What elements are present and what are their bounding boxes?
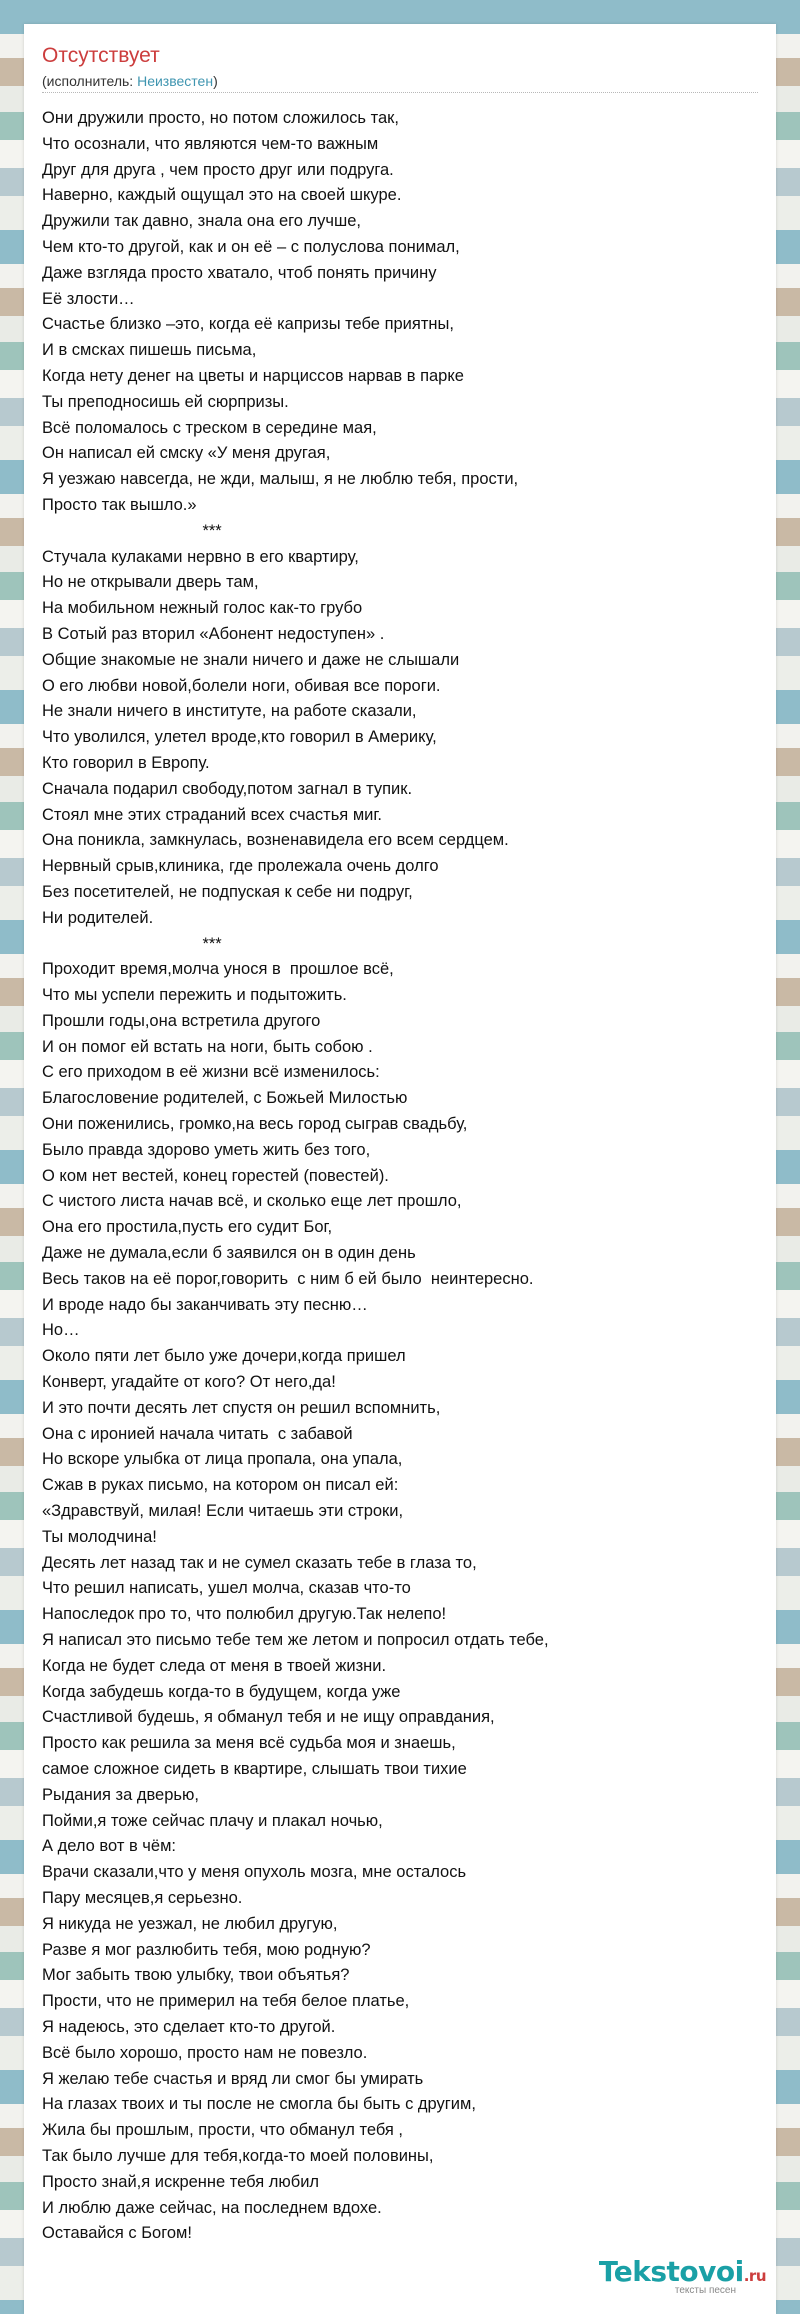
lyric-line: Напоследок про то, что полюбил другую.Так нелепо!	[42, 1605, 447, 1624]
lyric-line: Просто знай,я искренне тебя любил	[42, 2172, 320, 2191]
lyric-line: С его приходом в её жизни всё изменилось:	[42, 1063, 380, 1082]
lyric-line: Десять лет назад так и не сумел сказать тебе в глаза то,	[42, 1553, 477, 1572]
lyrics-text	[42, 106, 758, 2247]
lyric-line: И в смсках пишешь письма,	[42, 341, 257, 360]
lyric-line: Конверт, угадайте от кого? От него,да!	[42, 1373, 336, 1392]
lyric-line: И он помог ей встать на ноги, быть собою .	[42, 1037, 373, 1056]
lyric-line: Не знали ничего в институте, на работе сказали,	[42, 702, 417, 721]
lyric-line: Счастье близко –это, когда её капризы тебе приятны,	[42, 315, 454, 334]
lyric-line: Мог забыть твою улыбку, твои объятья?	[42, 1966, 350, 1985]
lyric-line: Всё было хорошо, просто нам не повезло.	[42, 2043, 368, 2062]
lyric-line: Оставайся с Богом!	[42, 2224, 192, 2243]
lyric-line: В Сотый раз вторил «Абонент недоступен» .	[42, 624, 385, 643]
performer-line	[42, 73, 218, 89]
performer-suffix: )	[213, 73, 218, 89]
lyric-line: Общие знакомые не знали ничего и даже не слышали	[42, 650, 460, 669]
lyric-line: Сначала подарил свободу,потом загнал в тупик.	[42, 779, 413, 798]
lyric-line: Её злости…	[42, 289, 135, 308]
lyric-line: Так было лучше для тебя,когда-то моей половины,	[42, 2146, 434, 2165]
lyric-line: Они поженились, громко,на весь город сыграв свадьбу,	[42, 1115, 468, 1134]
lyric-line: Когда не будет следа от меня в твоей жизни.	[42, 1656, 387, 1675]
lyric-line: Просто как решила за меня всё судьба моя и знаешь,	[42, 1734, 456, 1753]
lyric-line: Дружили так давно, знала она его лучше,	[42, 212, 362, 231]
lyric-line: «Здравствуй, милая! Если читаешь эти строки,	[42, 1502, 404, 1521]
lyric-line: Она его простила,пусть его судит Бог,	[42, 1218, 333, 1237]
lyric-line: Он написал ей смску «У меня другая,	[42, 444, 331, 463]
lyric-line: Когда нету денег на цветы и нарциссов нарвав в парке	[42, 366, 464, 385]
lyric-line: Жила бы прошлым, прости, что обманул тебя ,	[42, 2121, 404, 2140]
divider	[42, 92, 758, 93]
lyric-line: И люблю даже сейчас, на последнем вдохе.	[42, 2198, 382, 2217]
lyric-line: Она с иронией начала читать с забавой	[42, 1424, 353, 1443]
lyric-line: Около пяти лет было уже дочери,когда пришел	[42, 1347, 406, 1366]
lyric-line: Весь таков на её порог,говорить с ним б ей было неинтересно.	[42, 1269, 534, 1288]
lyric-line: Кто говорил в Европу.	[42, 753, 210, 772]
lyric-line: ***	[42, 934, 222, 953]
lyric-line: Я надеюсь, это сделает кто-то другой.	[42, 2017, 336, 2036]
lyric-line: Но вскоре улыбка от лица пропала, она упала,	[42, 1450, 403, 1469]
lyric-line: Когда забудешь когда-то в будущем, когда уже	[42, 1682, 401, 1701]
lyric-line: Нервный срыв,клиника, где пролежала очень долго	[42, 857, 439, 876]
lyric-line: Я желаю тебе счастья и вряд ли смог бы умирать	[42, 2069, 424, 2088]
lyric-line: Что мы успели пережить и подытожить.	[42, 986, 347, 1005]
lyric-line: Я никуда не уезжал, не любил другую,	[42, 1914, 338, 1933]
lyric-line: Ты молодчина!	[42, 1527, 157, 1546]
lyric-line: На мобильном нежный голос как-то грубо	[42, 599, 363, 618]
lyric-line: Разве я мог разлюбить тебя, мою родную?	[42, 1940, 371, 1959]
lyric-line: Что уволился, улетел вроде,кто говорил в Америку,	[42, 728, 437, 747]
lyric-line: Проходит время,молча унося в прошлое всё,	[42, 960, 394, 979]
lyric-line: Что осознали, что являются чем-то важным	[42, 134, 379, 153]
logo-main-text: Tekstovoi	[598, 2255, 744, 2288]
lyric-line: Было правда здорово уметь жить без того,	[42, 1140, 371, 1159]
lyric-line: Чем кто-то другой, как и он её – с полуслова понимал,	[42, 237, 460, 256]
lyric-line: Просто так вышло.»	[42, 495, 197, 514]
lyric-line: Ни родителей.	[42, 908, 154, 927]
lyric-line: Сжав в руках письмо, на котором он писал ей:	[42, 1476, 399, 1495]
lyric-line: Даже не думала,если б заявился он в один день	[42, 1244, 416, 1263]
lyric-line: Всё поломалось с треском в середине мая,	[42, 418, 377, 437]
lyric-line: Врачи сказали,что у меня опухоль мозга, мне осталось	[42, 1863, 467, 1882]
lyric-line: Прости, что не примерил на тебя белое платье,	[42, 1992, 410, 2011]
lyric-line: А дело вот в чём:	[42, 1837, 177, 1856]
lyric-line: Рыдания за дверью,	[42, 1785, 199, 1804]
lyric-line: О его любви новой,болели ноги, обивая все пороги.	[42, 676, 441, 695]
lyric-line: Наверно, каждый ощущал это на своей шкуре.	[42, 186, 402, 205]
lyric-line: Друг для друга , чем просто друг или подруга.	[42, 160, 394, 179]
lyric-line: И это почти десять лет спустя он решил вспомнить,	[42, 1398, 441, 1417]
song-card	[24, 24, 776, 2314]
lyric-line: ***	[42, 521, 222, 540]
song-title: Отсутствует	[42, 44, 160, 67]
site-logo[interactable]	[599, 2255, 766, 2296]
lyric-line: Но не открывали дверь там,	[42, 573, 259, 592]
lyric-line: Я написал это письмо тебе тем же летом и попросил отдать тебе,	[42, 1631, 549, 1650]
performer-prefix: (исполнитель:	[42, 73, 138, 89]
lyric-line: Что решил написать, ушел молча, сказав что-то	[42, 1579, 411, 1598]
performer-link[interactable]: Неизвестен	[137, 73, 214, 89]
lyric-line: Даже взгляда просто хватало, чтоб понять причину	[42, 263, 437, 282]
lyric-line: Стучала кулаками нервно в его квартиру,	[42, 547, 359, 566]
lyric-line: Она поникла, замкнулась, возненавидела его всем сердцем.	[42, 831, 509, 850]
logo-tld: .ru	[743, 2267, 766, 2285]
lyric-line: Ты преподносишь ей сюрпризы.	[42, 392, 289, 411]
lyric-line: И вроде надо бы заканчивать эту песню…	[42, 1295, 368, 1314]
lyric-line: На глазах твоих и ты после не смогла бы быть с другим,	[42, 2095, 476, 2114]
lyric-line: Прошли годы,она встретила другого	[42, 1011, 321, 1030]
lyric-line: Пойми,я тоже сейчас плачу и плакал ночью,	[42, 1811, 383, 1830]
lyric-line: Но…	[42, 1321, 80, 1340]
lyric-line: Без посетителей, не подпуская к себе ни подруг,	[42, 882, 413, 901]
logo-wordmark	[599, 2255, 766, 2288]
lyric-line: Счастливой будешь, я обманул тебя и не ищу оправдания,	[42, 1708, 495, 1727]
lyric-line: С чистого листа начав всё, и сколько еще лет прошло,	[42, 1192, 462, 1211]
lyric-line: Они дружили просто, но потом сложилось так,	[42, 109, 399, 127]
lyric-line: Благословение родителей, с Божьей Милостью	[42, 1089, 408, 1108]
lyric-line: О ком нет вестей, конец горестей (повестей).	[42, 1166, 389, 1185]
lyric-line: Стоял мне этих страданий всех счастья миг.	[42, 805, 382, 824]
logo-tagline: тексты песен	[674, 2285, 736, 2296]
lyric-line: Я уезжаю навсегда, не жди, малыш, я не люблю тебя, прости,	[42, 470, 519, 489]
lyric-line: Пару месяцев,я серьезно.	[42, 1888, 243, 1907]
lyric-line: самое сложное сидеть в квартире, слышать твои тихие	[42, 1760, 467, 1778]
